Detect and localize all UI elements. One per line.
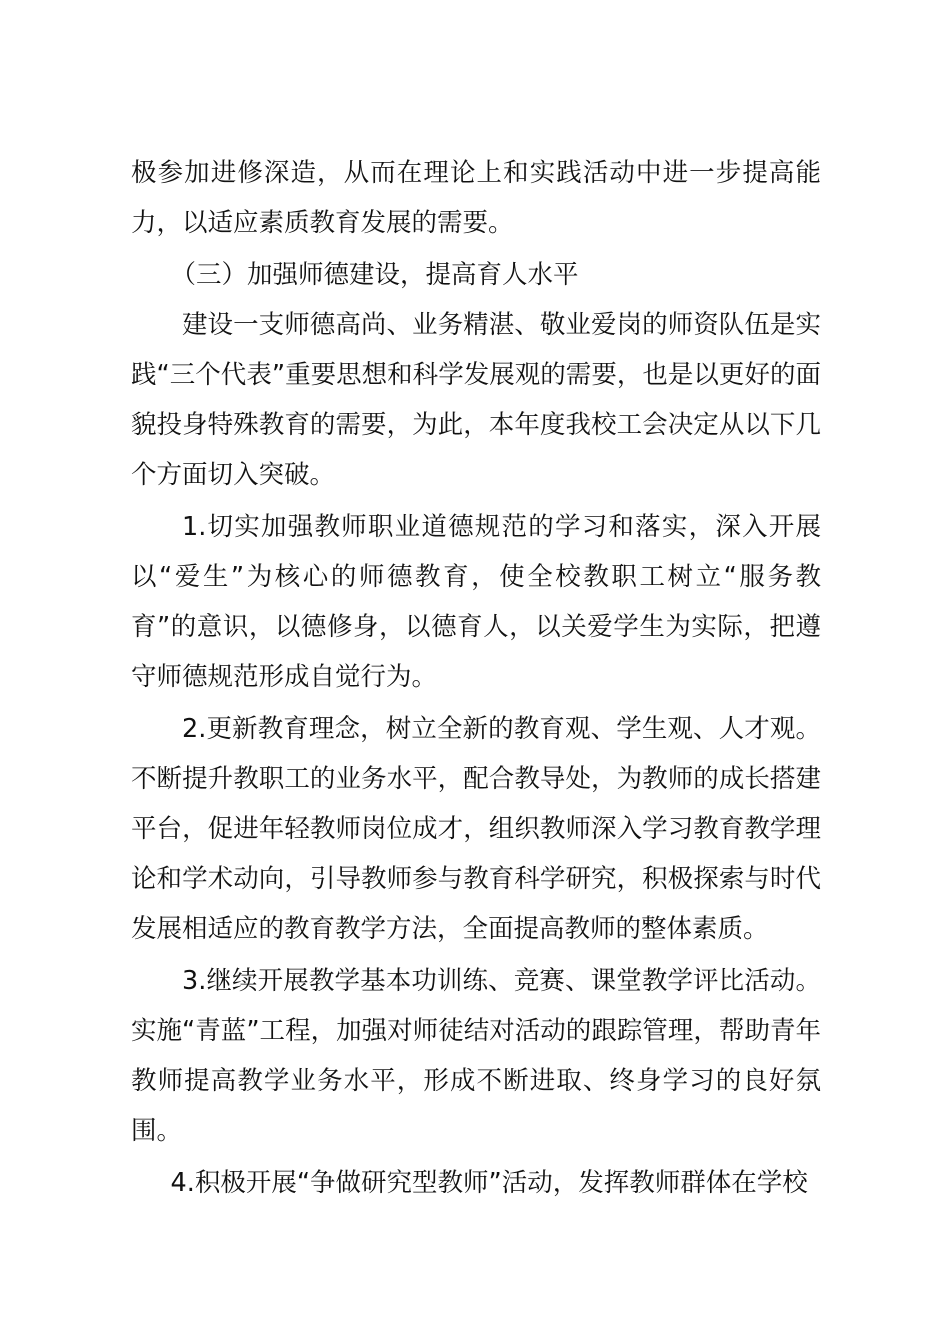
section-heading: （三）加强师德建设，提高育人水平 bbox=[170, 260, 579, 290]
paragraph-item-3: 3.继续开展教学基本功训练、竞赛、课堂教学评比活动。实施“青蓝”工程，加强对师徒结对活动的跟踪管理，帮助青年教师提高教学业务水平，形成不断进取、终身学习的良好氛围。 bbox=[131, 966, 821, 1146]
paragraph-continuation: 极参加进修深造，从而在理论上和实践活动中进一步提高能力，以适应素质教育发展的需要。 bbox=[131, 158, 821, 238]
document-body bbox=[131, 148, 821, 1208]
paragraph-item-2: 2.更新教育理念，树立全新的教育观、学生观、人才观。不断提升教职工的业务水平，配合教导处，为教师的成长搭建平台，促进年轻教师岗位成才，组织教师深入学习教育教学理论和学术动向，引导教师参与教育科学研究，积极探索与时代发展相适应的教育教学方法，全面提高教师的整体素质。 bbox=[131, 714, 821, 944]
paragraph-item-1: 1.切实加强教师职业道德规范的学习和落实，深入开展以“爱生”为核心的师德教育，使全校教职工树立“服务教育”的意识，以德修身，以德育人，以关爱学生为实际，把遵守师德规范形成自觉行为。 bbox=[131, 512, 821, 692]
paragraph-intro: 建设一支师德高尚、业务精湛、敬业爱岗的师资队伍是实践“三个代表”重要思想和科学发展观的需要，也是以更好的面貌投身特殊教育的需要，为此，本年度我校工会决定从以下几个方面切入突破。 bbox=[131, 310, 821, 490]
paragraph-item-4: 4.积极开展“争做研究型教师”活动，发挥教师群体在学校 bbox=[170, 1168, 808, 1198]
